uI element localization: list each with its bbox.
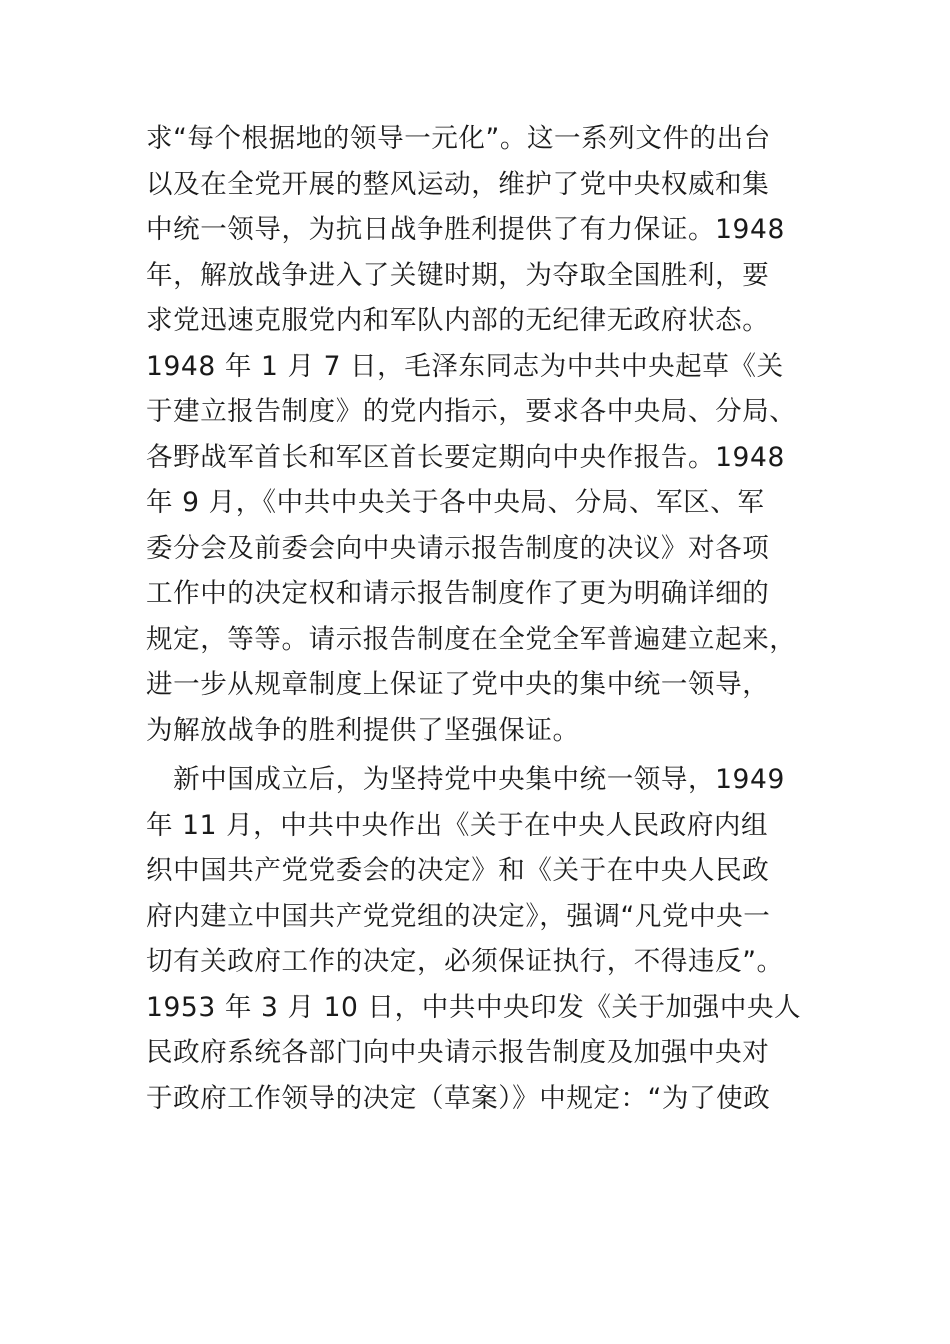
text-line: 委分会及前委会向中央请示报告制度的决议》对各项 [146,532,770,564]
paragraph-2 [146,757,826,1121]
text-line: 于政府工作领导的决定（草案）》中规定：“为了使政 [146,1082,771,1114]
text-line: 织中国共产党党委会的决定》和《关于在中央人民政 [146,855,770,886]
text-line: 规定，等等。请示报告制度在全党全军普遍建立起来， [146,623,797,655]
paragraph-1 [146,116,826,753]
text-line: 年，解放战争进入了关键时期，为夺取全国胜利，要 [146,259,770,291]
text-line: 年 11 月，中共中央作出《关于在中央人民政府内组 [146,809,769,841]
text-line: 中统一领导，为抗日战争胜利提供了有力保证。1948 [146,214,785,245]
text-line: 各野战军首长和军区首长要定期向中央作报告。1948 [146,441,785,473]
text-line: 以及在全党开展的整风运动，维护了党中央权威和集 [146,168,770,200]
text-line: 工作中的决定权和请示报告制度作了更为明确详细的 [146,578,770,609]
text-line: 年 9 月，《中共中央关于各中央局、分局、军区、军 [146,487,765,518]
text-line: 新中国成立后，为坚持党中央集中统一领导，1949 [146,764,785,795]
text-line: 府内建立中国共产党党组的决定》，强调“凡党中央一 [146,900,771,932]
text-line: 切有关政府工作的决定，必须保证执行，不得违反”。 [146,946,784,977]
text-line: 1948 年 1 月 7 日，毛泽东同志为中共中央起草《关 [146,350,784,382]
text-line: 1953 年 3 月 10 日，中共中央印发《关于加强中央人 [146,991,802,1023]
text-line: 为解放战争的胜利提供了坚强保证。 [146,714,580,746]
text-line: 求“每个根据地的领导一元化”。这一系列文件的出台 [146,123,771,154]
text-line: 于建立报告制度》的党内指示，要求各中央局、分局、 [146,396,797,427]
text-line: 求党迅速克服党内和军队内部的无纪律无政府状态。 [146,305,770,336]
text-line: 进一步从规章制度上保证了党中央的集中统一领导， [146,669,770,700]
text-line: 民政府系统各部门向中央请示报告制度及加强中央对 [146,1037,770,1068]
